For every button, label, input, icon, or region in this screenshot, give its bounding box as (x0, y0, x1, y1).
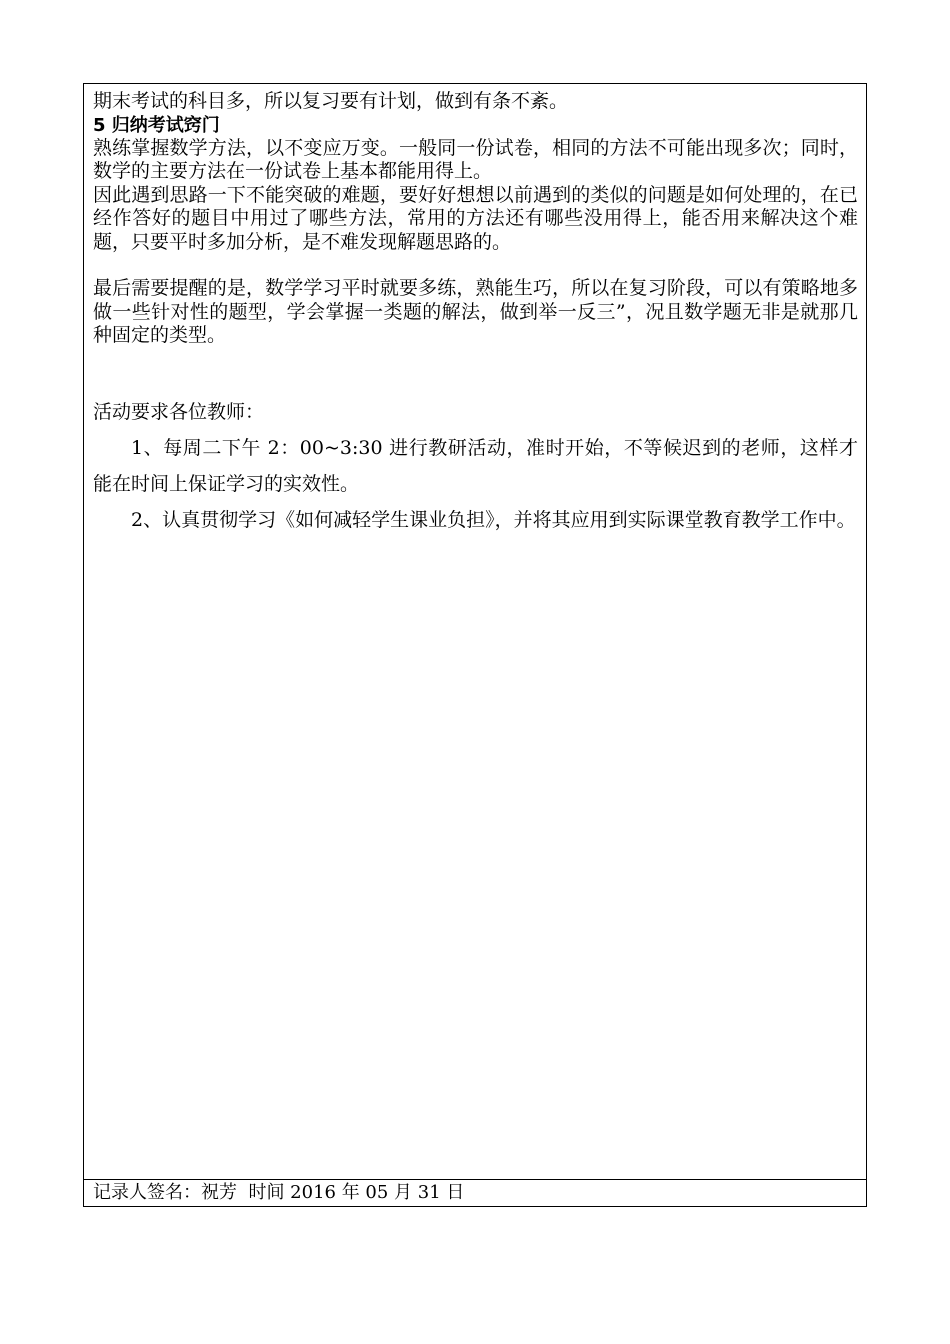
section-heading-exam-tips: 5 归纳考试窍门 (93, 114, 220, 136)
activity-requirements-title: 活动要求各位教师： (93, 400, 265, 423)
activity-item-1: 1、每周二下午 2：00~3:30 进行教研活动，准时开始，不等候迟到的老师，这样才能在时间上保证学习的实效性。 (93, 436, 858, 495)
paragraph-methods: 熟练掌握数学方法，以不变应万变。一般同一份试卷，相同的方法不可能出现多次；同时，数学的主要方法在一份试卷上基本都能用得上。 (93, 136, 858, 182)
recorder-signature-row: 记录人签名：祝芳 时间 2016 年 05 月 31 日 (93, 1182, 465, 1203)
paragraph-plan: 期末考试的科目多，所以复习要有计划，做到有条不紊。 (93, 90, 569, 112)
paragraph-difficult-problems: 因此遇到思路一下不能突破的难题，要好好想想以前遇到的类似的问题是如何处理的，在已经作答好的题目中用过了哪些方法，常用的方法还有哪些没用得上，能否用来解决这个难题，只要平时多加分析，是不难发现解题思路的。 (93, 183, 858, 253)
blank-line (93, 254, 858, 277)
record-table (83, 83, 867, 1207)
paragraph-reminder: 最后需要提醒的是，数学学习平时就要多练，熟能生巧，所以在复习阶段，可以有策略地多做一些针对性的题型，学会掌握一类题的解法，做到举一反三”，况且数学题无非是就那几种固定的类型。 (93, 277, 858, 346)
blank-lines (93, 348, 858, 394)
activity-item-2: 2、认真贯彻学习《如何减轻学生课业负担》，并将其应用到实际课堂教育教学工作中。 (131, 508, 856, 531)
content-cell (84, 84, 866, 1180)
